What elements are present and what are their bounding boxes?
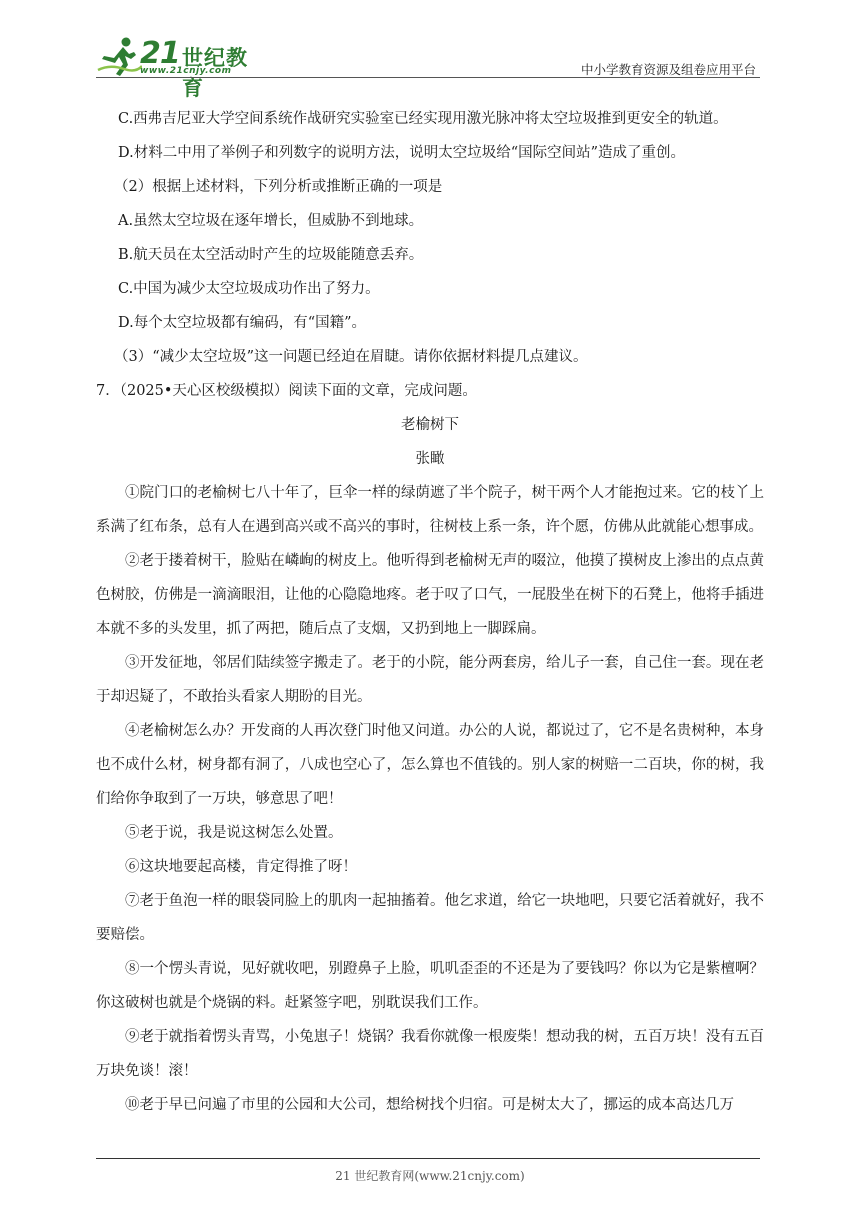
question-line: C.中国为减少太空垃圾成功作出了努力。 — [118, 281, 380, 297]
runner-logo-icon — [96, 36, 142, 78]
article-paragraph: ⑥这块地要起高楼，肯定得推了呀！ — [125, 859, 357, 875]
article-paragraph: ⑧一个愣头青说，见好就收吧，别蹬鼻子上脸，叽叽歪歪的不还是为了要钱吗？你以为它是紫檀啊？你这破树也就是个烧锅的料。赶紧签字吧，别耽误我们工作。 — [96, 961, 764, 1011]
footer-site-link[interactable]: 21 世纪教育网(www.21cnjy.com) — [335, 1169, 525, 1183]
question-line: D.材料二中用了举例子和列数字的说明方法，说明太空垃圾给“国际空间站”造成了重创。 — [118, 145, 686, 161]
article-paragraph: ②老于搂着树干，脸贴在嶙峋的树皮上。他听得到老榆树无声的啜泣，他摸了摸树皮上渗出的点点黄色树胶，仿佛是一滴滴眼泪，让他的心隐隐地疼。老于叹了口气，一屁股坐在树下的石凳上，他将手插进本就不多的头发里，抓了两把，随后点了支烟，又扔到地上一脚踩扁。 — [96, 553, 764, 637]
page-header — [96, 30, 760, 100]
article-paragraph: ⑤老于说，我是说这树怎么处置。 — [125, 825, 343, 841]
logo-number: 21 — [140, 36, 180, 71]
article-paragraph: ⑨老于就指着愣头青骂，小兔崽子！烧锅？我看你就像一根废柴！想动我的树，五百万块！没有五百万块免谈！滚！ — [96, 1029, 764, 1079]
question-line: D.每个太空垃圾都有编码，有“国籍”。 — [118, 315, 367, 331]
article-paragraph: ⑦老于鱼泡一样的眼袋同脸上的肌肉一起抽搐着。他乞求道，给它一块地吧，只要它活着就好，我不要赔偿。 — [96, 893, 764, 943]
article-title: 老榆树下 — [401, 417, 459, 433]
logo-url: www.21cnjy.com — [140, 66, 232, 76]
article-paragraph: ④老榆树怎么办？开发商的人再次登门时他又问道。办公的人说，都说过了，它不是名贵树种，本身也不成什么材，树身都有洞了，八成也空心了，怎么算也不值钱的。别人家的树赔一二百块，你的树，我们给你争取到了一万块，够意思了吧！ — [96, 723, 764, 807]
article-author: 张瞰 — [415, 451, 445, 467]
question-line: B.航天员在太空活动时产生的垃圾能随意丢弃。 — [118, 247, 424, 263]
site-logo — [96, 36, 266, 100]
article-paragraph: ③开发征地，邻居们陆续签字搬走了。老于的小院，能分两套房，给儿子一套，自己住一套。现在老于却迟疑了，不敢抬头看家人期盼的目光。 — [96, 655, 764, 705]
question-line: （3）“减少太空垃圾”这一问题已经迫在眉睫。请你依据材料提几点建议。 — [114, 349, 588, 365]
question-line: 7．（2025•天心区校级模拟）阅读下面的文章，完成问题。 — [96, 383, 477, 399]
logo-chinese-name: 世纪教育 — [182, 46, 248, 100]
footer-divider — [96, 1158, 760, 1159]
platform-name: 中小学教育资源及组卷应用平台 — [580, 62, 756, 77]
header-divider — [96, 77, 760, 78]
question-line: （2）根据上述材料，下列分析或推断正确的一项是 — [114, 179, 443, 195]
document-body — [96, 102, 764, 1122]
article-paragraph: ⑩老于早已问遍了市里的公园和大公司，想给树找个归宿。可是树太大了，挪运的成本高达几万 — [125, 1097, 734, 1113]
question-line: A.虽然太空垃圾在逐年增长，但威胁不到地球。 — [118, 213, 424, 229]
question-line: C.西弗吉尼亚大学空间系统作战研究实验室已经实现用激光脉冲将太空垃圾推到更安全的轨道。 — [118, 111, 728, 127]
article-paragraph: ①院门口的老榆树七八十年了，巨伞一样的绿荫遮了半个院子，树干两个人才能抱过来。它的枝丫上系满了红布条，总有人在遇到高兴或不高兴的事时，往树枝上系一条，许个愿，仿佛从此就能心想事成。 — [96, 485, 764, 535]
